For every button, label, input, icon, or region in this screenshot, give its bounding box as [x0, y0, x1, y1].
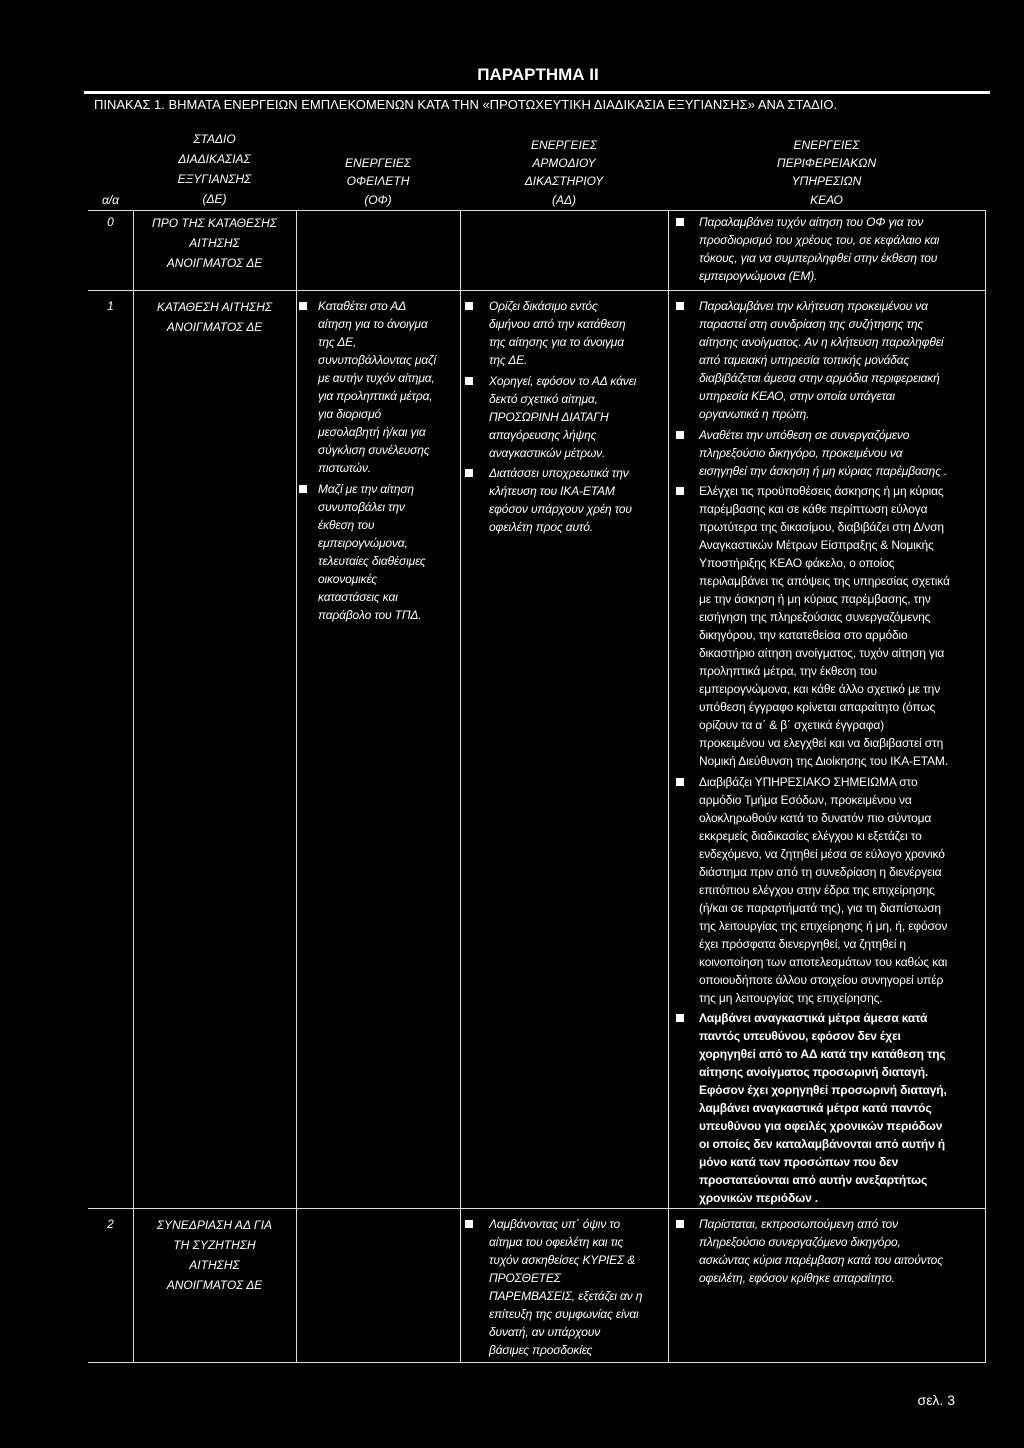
row-number: 1 — [107, 299, 114, 313]
header-no — [88, 128, 133, 209]
text-line: πληρεξούσιο δικηγόρο, προκειμένου να — [699, 445, 903, 460]
text-line: υπηρεσία ΚΕΑΟ, στην οποία υπάγεται — [699, 389, 895, 403]
text-line: βάσιμες προσδοκίες — [489, 1343, 593, 1357]
text-line: έκθεση του — [318, 517, 375, 532]
text-line: σύγκλιση συνέλευσης — [318, 443, 430, 457]
square-bullet-icon — [676, 1014, 684, 1022]
text-line: με αυτήν τυχόν αίτημα, — [318, 371, 435, 385]
text-line: καταστάσεις και — [318, 589, 398, 604]
text-line: εισηγηθεί την άσκηση ή μη κύριας παρέμβασης . — [699, 463, 948, 478]
stage-cell — [133, 290, 296, 1208]
text-line: δεκτό σχετικό αίτημα, — [489, 391, 598, 406]
text-line: εισήγηση της πληρεξούσιας συνεργαζόμενης — [699, 610, 931, 624]
text-line: Ελέγχει τις προϋποθέσεις άσκησης ή μη κύριας — [699, 484, 944, 498]
stage-line: ΠΡΟ ΤΗΣ ΚΑΤΑΘΕΣΗΣ — [152, 216, 277, 230]
header-line: ΣΤΑΔΙΟ — [193, 132, 236, 146]
text-line: λαμβάνει αναγκαστικά μέτρα κατά παντός — [699, 1101, 932, 1115]
text-line: τόκους, για να συμπεριληφθεί στην έκθεση του — [699, 251, 938, 265]
text-line: προσδιορισμό του χρέους του, σε κεφάλαιο και — [699, 233, 940, 247]
text-line: ασκώντας κύρια παρέμβαση κατά του αιτούντος — [699, 1253, 943, 1267]
text-line: Παρίσταται, εκπροσωπούμενη από τον — [699, 1217, 898, 1231]
text-line: τελευταίες διαθέσιμες — [318, 553, 426, 568]
text-line: δικαστήριο αίτηση ανοίγματος, τυχόν αίτηση για — [699, 646, 945, 660]
text-line: Καταθέτει στο ΑΔ — [318, 299, 407, 313]
text-line: Μαζί με την αίτηση — [318, 481, 414, 496]
text-line: της ΔΕ, — [318, 335, 357, 349]
header-line: (ΔΕ) — [202, 192, 227, 206]
text-line: για διορισμό — [318, 407, 382, 421]
text-line: της λειτουργίας της επιχείρησης ή μη, ή, εφόσον — [699, 918, 948, 933]
text-line: Λαμβάνει αναγκαστικά μέτρα άμεσα κατά — [699, 1011, 928, 1025]
text-line: ενδεχόμενο, να ζητηθεί μέσα σε εύλογο χρονικό — [699, 846, 945, 861]
court-actions-cell — [460, 1208, 668, 1362]
text-line: Αναγκαστικών Μέτρων Είσπραξης & Νομικής — [699, 538, 934, 552]
square-bullet-icon — [299, 302, 307, 310]
text-line: δικηγόρου, την κατατεθείσα στο αρμόδιο — [699, 628, 908, 642]
text-line: υπόθεση έγγραφο κρίνεται απαραίτητο (όπως — [699, 700, 936, 714]
header-line: ΕΝΕΡΓΕΙΕΣ — [344, 156, 412, 171]
stage-line: ΤΗ ΣΥΖΗΤΗΣΗ — [173, 1238, 256, 1252]
debtor-actions-cell — [296, 210, 460, 290]
list-item — [460, 372, 668, 462]
text-line: ολοκληρωθούν κατά το δυνατόν πιο σύντομα — [699, 810, 932, 825]
square-bullet-icon — [465, 469, 473, 477]
list-item — [668, 773, 985, 1007]
square-bullet-icon — [676, 302, 684, 310]
header-debtor-actions — [296, 128, 460, 209]
text-line: επίτευξη της συμφωνίας είναι — [489, 1307, 639, 1321]
text-line: οικονομικές — [318, 571, 377, 586]
text-line: αίτηση για το άνοιγμα — [318, 317, 428, 331]
text-line: χορηγηθεί από το ΑΔ κατά την κατάθεση της — [699, 1047, 946, 1061]
list-item — [460, 464, 668, 536]
stage-line: ΑΝΟΙΓΜΑΤΟΣ ΔΕ — [166, 256, 263, 270]
square-bullet-icon — [465, 1220, 473, 1228]
text-line: επιτόπιου ελέγχου στην έδρα της επιχείρησης — [699, 882, 935, 897]
square-bullet-icon — [676, 778, 684, 786]
table-row — [0, 210, 1024, 290]
text-line: αίτησης ανοίγματος προσωρινή διαταγή. — [699, 1065, 929, 1079]
square-bullet-icon — [676, 218, 684, 226]
text-line: περιλαμβάνει τις απόψεις της υπηρεσίας σχετικά — [699, 574, 950, 588]
header-line: ΕΝΕΡΓΕΙΕΣ — [530, 137, 598, 152]
list-item — [668, 297, 985, 423]
text-line: οφειλέτη, εφόσον κρίθηκε απαραίτητο. — [699, 1271, 895, 1285]
text-line: αρμόδιο Τμήμα Εσόδων, προκειμένου να — [699, 792, 912, 807]
text-line: παντός υπευθύνου, εφόσον δεν έχει — [699, 1029, 901, 1043]
list-item — [460, 297, 668, 369]
court-actions-cell — [460, 210, 668, 290]
square-bullet-icon — [465, 377, 473, 385]
header-line: α/α — [101, 192, 120, 207]
text-line: συνυποβάλλοντας μαζί — [318, 353, 436, 367]
text-line: εμπειρογνώμονα, — [318, 535, 408, 550]
row-number: 0 — [107, 215, 114, 229]
list-item — [668, 213, 985, 285]
text-line: διάστημα πριν από τη συνεδρίαση η διενέργεια — [699, 864, 942, 879]
header-line: ΟΦΕΙΛΕΤΗ — [346, 174, 410, 189]
text-line: διαβιβάζεται άμεσα στην αρμόδια περιφερειακή — [699, 371, 940, 385]
text-line: αναγκαστικών μέτρων. — [489, 445, 606, 460]
text-line: από ταμειακή υπηρεσία τοπικής μονάδας — [699, 353, 910, 367]
text-line: (ή/και σε παραρτήματά της), για τη διαπίστωση — [699, 900, 941, 915]
table-caption: ΠΙΝΑΚΑΣ 1. ΒΗΜΑΤΑ ΕΝΕΡΓΕΙΩΝ ΕΜΠΛΕΚΟΜΕΝΩΝ ΚΑΤΑ ΤΗΝ «ΠΡΟΤΩΧΕΥΤΙΚΗ ΔΙΑΔΙΚΑΣΙΑ ΕΞΥΓΙΑΝΣΗΣ» ΑΝΑ ΣΤΑΔΙΟ. — [94, 97, 838, 112]
text-line: απαγόρευσης λήψης — [489, 427, 597, 442]
text-line: τυχόν ασκηθείσες ΚΥΡΙΕΣ & — [489, 1253, 636, 1267]
list-item — [668, 426, 985, 480]
text-line: Διαβιβάζει ΥΠΗΡΕΣΙΑΚΟ ΣΗΜΕΙΩΜΑ στο — [699, 774, 918, 789]
text-line: εφόσον υπάρχουν χρέη του — [489, 502, 632, 516]
text-line: παραστεί στη συνδρίαση της συζήτησης της — [699, 317, 924, 331]
header-line: ΥΠΗΡΕΣΙΩΝ — [791, 174, 862, 189]
square-bullet-icon — [676, 431, 684, 439]
header-line: ΚΕΑΟ — [810, 192, 843, 207]
stage-line: ΑΙΤΗΣΗΣ — [189, 1258, 240, 1272]
text-line: διμήνου από την κατάθεση — [489, 317, 626, 331]
square-bullet-icon — [299, 485, 307, 493]
text-line: Διατάσσει υποχρεωτικά την — [489, 466, 629, 480]
debtor-actions-cell — [296, 290, 460, 1208]
text-line: οι οποίες δεν καταλαμβάνονται από αυτήν ή — [699, 1137, 945, 1151]
text-line: Παραλαμβάνει την κλήτευση προκειμένου να — [699, 299, 928, 313]
header-line: ΕΞΥΓΙΑΝΣΗΣ — [177, 172, 252, 186]
text-line: πληρεξούσιο συνεργαζόμενο δικηγόρο, — [699, 1235, 901, 1249]
table-row — [0, 290, 1024, 1208]
list-item — [668, 1009, 985, 1207]
text-line: ορίζουν τα α΄ & β΄ σχετικά έγγραφα) — [699, 718, 885, 732]
table-row — [0, 1208, 1024, 1362]
stage-line: ΑΝΟΙΓΜΑΤΟΣ ΔΕ — [166, 320, 263, 334]
keao-actions-cell — [668, 290, 985, 1208]
header-line: ΔΙΑΔΙΚΑΣΙΑΣ — [178, 152, 251, 166]
text-line: εμπειρογνώμονα, και κάθε άλλο σχετικό με την — [699, 682, 941, 696]
text-line: Παραλαμβάνει τυχόν αίτηση του ΟΦ για τον — [699, 215, 924, 229]
text-line: Νομική Διεύθυνση της Διοίκησης του ΙΚΑ-ΕΤΑΜ. — [699, 754, 948, 768]
court-actions-cell — [460, 290, 668, 1208]
header-line: ΠΕΡΙΦΕΡΕΙΑΚΩΝ — [776, 156, 877, 171]
row-number: 2 — [107, 1217, 114, 1231]
text-line: παράβολο του ΤΠΔ. — [318, 607, 422, 622]
stage-line: ΑΙΤΗΣΗΣ — [189, 236, 240, 250]
list-item — [668, 1215, 985, 1287]
text-line: Χορηγεί, εφόσον το ΑΔ κάνει — [489, 373, 637, 388]
text-line: ΠΡΟΣΩΡΙΝΗ ΔΙΑΤΑΓΗ — [489, 409, 609, 424]
text-line: πιστωτών. — [318, 461, 371, 475]
text-line: για προληπτικά μέτρα, — [318, 389, 433, 403]
stage-cell — [133, 210, 296, 290]
header-line: ΔΙΚΑΣΤΗΡΙΟΥ — [524, 174, 604, 189]
header-keao-actions — [668, 128, 985, 209]
text-line: κοινοποίηση των αποτελεσμάτων του καθώς και — [699, 954, 948, 969]
page-number: σελ. 3 — [917, 1392, 955, 1408]
stage-line: ΑΝΟΙΓΜΑΤΟΣ ΔΕ — [166, 1278, 263, 1292]
title-rule — [84, 91, 990, 94]
text-line: ΠΡΟΣΘΕΤΕΣ — [489, 1271, 561, 1285]
text-line: Εφόσον έχει χορηγηθεί προσωρινή διαταγή, — [699, 1083, 947, 1097]
text-line: Αναθέτει την υπόθεση σε συνεργαζόμενο — [699, 427, 910, 442]
page-title: ΠΑΡΑΡΤΗΜΑ II — [477, 65, 599, 84]
text-line: παρέμβασης και σε κάθε περίπτωση εύλογα — [699, 502, 928, 516]
text-line: αίτημα του οφειλέτη και τις — [489, 1235, 624, 1249]
square-bullet-icon — [465, 302, 473, 310]
header-line: (ΑΔ) — [551, 192, 577, 207]
text-line: ΠΑΡΕΜΒΑΣΕΙΣ, εξετάζει αν η — [489, 1289, 643, 1303]
text-line: μόνο κατά των προσώπων που δεν — [699, 1155, 899, 1169]
stage-line: ΣΥΝΕΔΡΙΑΣΗ ΑΔ ΓΙΑ — [156, 1218, 273, 1232]
text-line: Λαμβάνοντας υπ΄ όψιν το — [489, 1217, 621, 1231]
text-line: συνυποβάλει την — [318, 499, 405, 514]
text-line: δυνατή, αν υπάρχουν — [489, 1325, 601, 1339]
text-line: οφειλέτη προς αυτό. — [489, 520, 593, 534]
text-line: εκκρεμείς διαδικασίες ελέγχου κι εξετάζει το — [699, 828, 922, 843]
text-line: υπευθύνου για οφειλές χρονικών περιόδων — [699, 1119, 943, 1133]
text-line: της ΔΕ. — [489, 353, 528, 367]
text-line: πρωτύτερα της δικασίμου, διαβιβάζει στη Δ/νση — [699, 520, 944, 534]
text-line: προκειμένου να ελεγχθεί και να διαβιβαστεί στη — [699, 736, 944, 750]
square-bullet-icon — [676, 487, 684, 495]
header-court-actions — [460, 128, 668, 209]
list-item — [668, 482, 985, 770]
debtor-actions-cell — [296, 1208, 460, 1362]
text-line: προληπτικά μέτρα, την έκθεση του — [699, 664, 877, 678]
text-line: της μη λειτουργίας της επιχείρησης. — [699, 990, 883, 1005]
header-stage — [133, 128, 296, 209]
stage-line: ΚΑΤΑΘΕΣΗ ΑΙΤΗΣΗΣ — [156, 300, 273, 314]
row-divider — [88, 1362, 986, 1363]
text-line: κλήτευση του ΙΚΑ-ΕΤΑΜ — [489, 484, 615, 498]
text-line: έχει πρόσφατα διενεργηθεί, να ζητηθεί η — [699, 936, 906, 951]
text-line: εμπειρογνώμονα (ΕΜ). — [699, 269, 818, 283]
stage-cell — [133, 1208, 296, 1362]
text-line: οργανωτικά η πρώτη. — [699, 407, 810, 421]
keao-actions-cell — [668, 210, 985, 290]
text-line: Ορίζει δικάσιμο εντός — [489, 299, 598, 313]
text-line: χρονικών περιόδων . — [699, 1191, 818, 1205]
list-item — [296, 480, 460, 624]
text-line: Υποστήριξης ΚΕΑΟ φάκελο, ο οποίος — [699, 556, 895, 570]
square-bullet-icon — [676, 1220, 684, 1228]
header-line: (ΟΦ) — [364, 192, 392, 207]
text-line: μεσολαβητή ή/και για — [318, 425, 426, 439]
keao-actions-cell — [668, 1208, 985, 1362]
list-item — [296, 297, 460, 477]
text-line: οποιουδήποτε άλλου στοιχείου συνηγορεί υπέρ — [699, 972, 944, 987]
text-line: με την άσκηση ή μη κύριας παρέμβασης, την — [699, 592, 931, 606]
list-item — [460, 1215, 668, 1359]
header-line: ΑΡΜΟΔΙΟΥ — [532, 156, 596, 171]
header-line: ΕΝΕΡΓΕΙΕΣ — [793, 137, 860, 152]
text-line: αίτησης ανοίγματος. Αν η κλήτευση παραληφθεί — [699, 335, 944, 349]
text-line: της αίτησης για το άνοιγμα — [489, 335, 624, 349]
text-line: προστατεύονται από αυτήν ανεξαρτήτως — [699, 1173, 928, 1187]
